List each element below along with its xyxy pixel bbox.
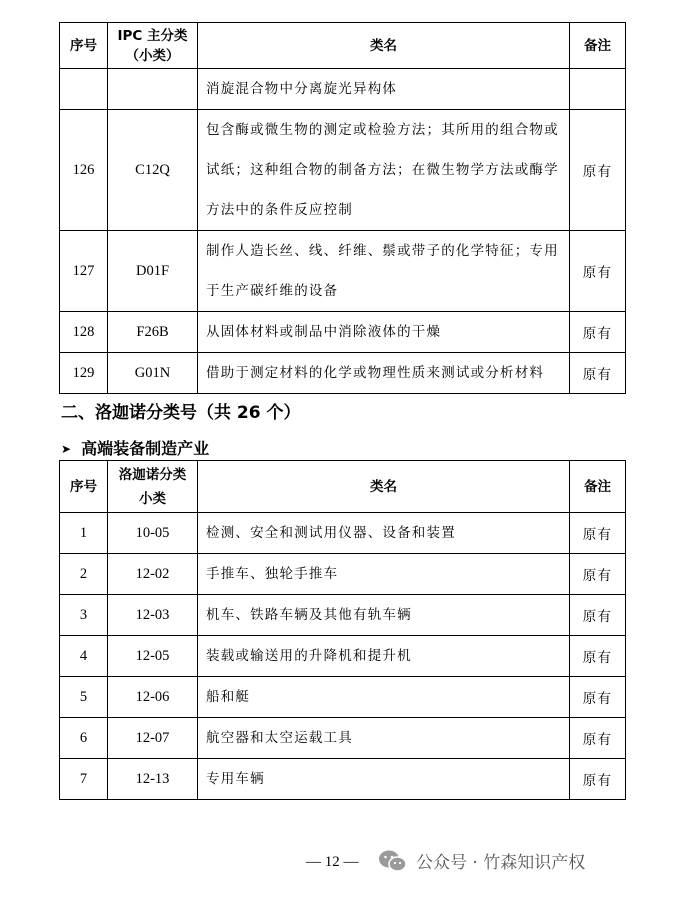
row-name: 借助于测定材料的化学或物理性质来测试或分析材料 bbox=[198, 353, 570, 394]
row-code: 12-13 bbox=[108, 759, 198, 800]
row-num bbox=[60, 69, 108, 110]
row-num: 1 bbox=[60, 513, 108, 554]
wechat-icon bbox=[378, 849, 408, 873]
table-row bbox=[60, 513, 626, 554]
row-note: 原有 bbox=[570, 677, 626, 718]
row-name: 消旋混合物中分离旋光异构体 bbox=[198, 69, 570, 110]
ipc-table bbox=[59, 22, 626, 394]
subsection-title bbox=[61, 436, 209, 459]
table-row bbox=[60, 595, 626, 636]
section-title: 二、洛迦诺分类号（共 26 个） bbox=[61, 403, 301, 423]
header-note: 备注 bbox=[570, 461, 626, 513]
row-num: 127 bbox=[60, 231, 108, 312]
header-ipc-line2: （小类） bbox=[125, 47, 180, 64]
row-name: 机车、铁路车辆及其他有轨车辆 bbox=[198, 595, 570, 636]
header-name: 类名 bbox=[198, 461, 570, 513]
row-code: G01N bbox=[108, 353, 198, 394]
row-note bbox=[570, 69, 626, 110]
row-name: 航空器和太空运载工具 bbox=[198, 718, 570, 759]
table-row bbox=[60, 554, 626, 595]
row-name: 从固体材料或制品中消除液体的干燥 bbox=[198, 312, 570, 353]
row-num: 4 bbox=[60, 636, 108, 677]
row-code: F26B bbox=[108, 312, 198, 353]
table-row bbox=[60, 69, 626, 110]
row-note: 原有 bbox=[570, 353, 626, 394]
row-num: 2 bbox=[60, 554, 108, 595]
subsection-title-text: 高端装备制造产业 bbox=[81, 439, 210, 458]
row-code: D01F bbox=[108, 231, 198, 312]
row-code: 12-03 bbox=[108, 595, 198, 636]
row-note: 原有 bbox=[570, 231, 626, 312]
row-code: 12-07 bbox=[108, 718, 198, 759]
row-num: 5 bbox=[60, 677, 108, 718]
row-name: 包含酶或微生物的测定或检验方法；其所用的组合物或试纸；这种组合物的制备方法；在微生物学方法或酶学方法中的条件反应控制 bbox=[198, 110, 570, 231]
row-note: 原有 bbox=[570, 110, 626, 231]
row-name: 检测、安全和测试用仪器、设备和装置 bbox=[198, 513, 570, 554]
table-row bbox=[60, 312, 626, 353]
row-note: 原有 bbox=[570, 718, 626, 759]
row-note: 原有 bbox=[570, 759, 626, 800]
row-num: 126 bbox=[60, 110, 108, 231]
row-code: 10-05 bbox=[108, 513, 198, 554]
table-row bbox=[60, 110, 626, 231]
row-name: 船和艇 bbox=[198, 677, 570, 718]
header-name: 类名 bbox=[198, 23, 570, 69]
row-name: 专用车辆 bbox=[198, 759, 570, 800]
row-code: C12Q bbox=[108, 110, 198, 231]
row-name: 制作人造长丝、线、纤维、鬃或带子的化学特征；专用于生产碳纤维的设备 bbox=[198, 231, 570, 312]
row-note: 原有 bbox=[570, 554, 626, 595]
locarno-table bbox=[59, 460, 626, 800]
header-locarno-line1: 洛迦诺分类 bbox=[118, 466, 187, 483]
row-code: 12-02 bbox=[108, 554, 198, 595]
row-note: 原有 bbox=[570, 513, 626, 554]
row-code: 12-06 bbox=[108, 677, 198, 718]
row-num: 128 bbox=[60, 312, 108, 353]
arrow-bullet-icon: ➤ bbox=[61, 442, 72, 456]
row-note: 原有 bbox=[570, 636, 626, 677]
header-num: 序号 bbox=[60, 461, 108, 513]
table-row bbox=[60, 677, 626, 718]
row-code: 12-05 bbox=[108, 636, 198, 677]
watermark-text: 公众号 · 竹森知识产权 bbox=[416, 853, 586, 873]
row-code bbox=[108, 69, 198, 110]
row-name: 装载或输送用的升降机和提升机 bbox=[198, 636, 570, 677]
row-name: 手推车、独轮手推车 bbox=[198, 554, 570, 595]
header-ipc-line1: IPC 主分类 bbox=[117, 27, 188, 44]
row-num: 129 bbox=[60, 353, 108, 394]
table-row bbox=[60, 636, 626, 677]
header-num: 序号 bbox=[60, 23, 108, 69]
table-row bbox=[60, 353, 626, 394]
header-locarno bbox=[108, 461, 198, 513]
table-row bbox=[60, 231, 626, 312]
header-ipc bbox=[108, 23, 198, 69]
row-note: 原有 bbox=[570, 595, 626, 636]
table-row bbox=[60, 718, 626, 759]
header-locarno-line2: 小类 bbox=[139, 490, 166, 507]
header-note: 备注 bbox=[570, 23, 626, 69]
row-num: 6 bbox=[60, 718, 108, 759]
page-number: — 12 — bbox=[306, 854, 359, 870]
row-num: 7 bbox=[60, 759, 108, 800]
watermark bbox=[378, 848, 585, 873]
row-num: 3 bbox=[60, 595, 108, 636]
row-note: 原有 bbox=[570, 312, 626, 353]
table-row bbox=[60, 759, 626, 800]
